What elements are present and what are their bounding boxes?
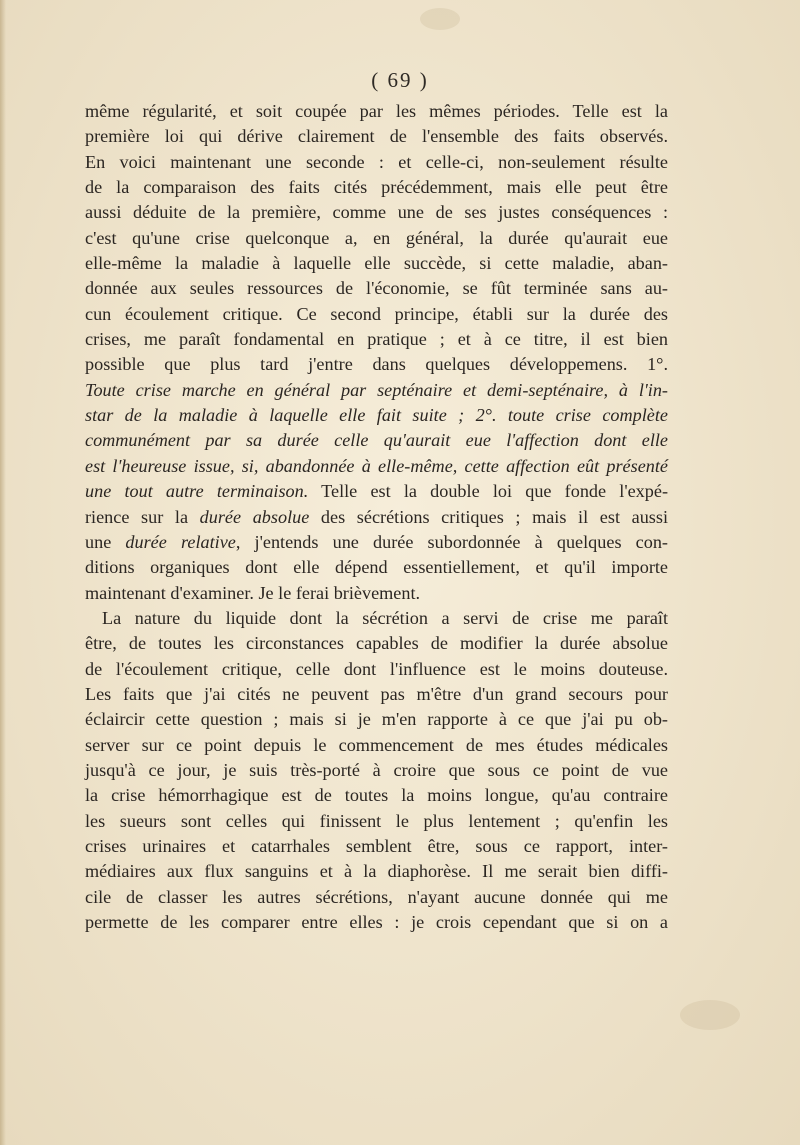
text-run: même régularité, et soit coupée par les mêmes périodes. Telle est la [85,101,668,121]
text-line [85,428,668,453]
text-run: jusqu'à ce jour, je suis très-porté à croire que sous ce point de vue [85,759,668,780]
paper-stain [680,1000,740,1030]
text-line [85,859,668,884]
text-line [85,327,668,352]
page-edge-shadow [0,0,6,1145]
text-line [85,124,668,149]
text-line [85,175,668,200]
text-run: permette de les comparer entre elles : je crois cependant que si on a [85,912,668,932]
italic-text: durée relative [125,531,236,552]
italic-text: une tout autre terminaison. [85,481,309,502]
text-line [85,834,668,859]
text-line [85,276,668,301]
text-run: cun écoulement critique. Ce second principe, établi sur la durée des [85,303,668,324]
text-run: Les faits que j'ai cités ne peuvent pas m'être d'un grand secours pour [85,683,668,704]
text-line [85,251,668,276]
text-run: crises, me paraît fondamental en pratique ; et à ce titre, il est bien [85,329,668,350]
text-line [85,555,668,580]
page-number: ( 69 ) [371,68,429,92]
text-line [85,581,668,606]
text-run: Telle est la double loi que fonde l'expé- [308,481,668,502]
text-line [85,758,668,783]
text-run: les sueurs sont celles qui finissent le plus lentement ; qu'enfin les [85,810,668,831]
italic-text: star de la maladie à laquelle elle fait suite ; 2°. toute crise complète [85,405,668,426]
body-text [85,99,668,935]
text-line [85,226,668,251]
text-run: server sur ce point depuis le commencement de mes études médicales [85,734,668,755]
text-run: cile de classer les autres sécrétions, n'ayant aucune donnée qui me [85,886,668,907]
text-run: une [85,531,126,552]
text-run: , j'entends une durée subordonnée à quelques con- [235,531,668,552]
text-line [85,150,668,175]
text-run: la crise hémorrhagique est de toutes la moins longue, qu'au contraire [85,785,668,806]
text-run: rience sur la [85,506,200,527]
text-line [85,99,668,124]
text-line [85,910,668,935]
text-run: En voici maintenant une seconde : et celle-ci, non-seulement résulte [85,151,668,172]
text-line [85,885,668,910]
text-line [85,809,668,834]
text-run: ditions organiques dont elle dépend essentiellement, et qu'il importe [85,557,668,578]
text-run: de l'écoulement critique, celle dont l'influence est le moins douteuse. [85,658,668,679]
text-line [85,657,668,682]
text-line [85,707,668,732]
text-run: de la comparaison des faits cités précédemment, mais elle peut être [85,177,668,198]
text-line [85,682,668,707]
text-line [85,403,668,428]
text-line [85,378,668,403]
text-line [85,505,668,530]
text-line [85,352,668,377]
italic-text: est l'heureuse issue, si, abandonnée à elle-même, cette affection eût présenté [85,455,668,476]
text-run: donnée aux seules ressources de l'économie, se fût terminée sans au- [85,278,668,299]
italic-text: communément par sa durée celle qu'aurait eue l'affection dont elle [85,430,668,451]
text-line [85,479,668,504]
text-line [85,733,668,758]
text-run: crises urinaires et catarrhales semblent être, sous ce rapport, inter- [85,835,668,856]
text-run: maintenant d'examiner. Je le ferai brièvement. [85,582,421,603]
text-line [85,783,668,808]
text-run: aussi déduite de la première, comme une de ses justes conséquences : [85,202,668,223]
text-line [85,454,668,479]
text-run: La nature du liquide dont la sécrétion a servi de crise me paraît [102,607,668,628]
text-run: première loi qui dérive clairement de l'ensemble des faits observés. [85,126,668,147]
paper-stain [420,8,460,30]
italic-text: Toute crise marche en général par septénaire et demi-septénaire, à l'in- [85,379,668,400]
text-run: des sécrétions critiques ; mais il est aussi [309,506,668,527]
text-line [85,302,668,327]
text-run: éclaircir cette question ; mais si je m'en rapporte à ce que j'ai pu ob- [85,709,668,730]
text-line [85,606,668,631]
text-run: c'est qu'une crise quelconque a, en général, la durée qu'aurait eue [85,227,668,248]
text-run: être, de toutes les circonstances capables de modifier la durée absolue [85,633,668,654]
text-run: médiaires aux flux sanguins et à la diaphorèse. Il me serait bien diffi- [85,861,668,882]
text-line [85,200,668,225]
text-run: elle-même la maladie à laquelle elle succède, si cette maladie, aban- [85,253,668,274]
text-line [85,631,668,656]
text-line [85,530,668,555]
text-run: possible que plus tard j'entre dans quelques développemens. 1°. [85,354,668,375]
italic-text: durée absolue [199,506,310,527]
